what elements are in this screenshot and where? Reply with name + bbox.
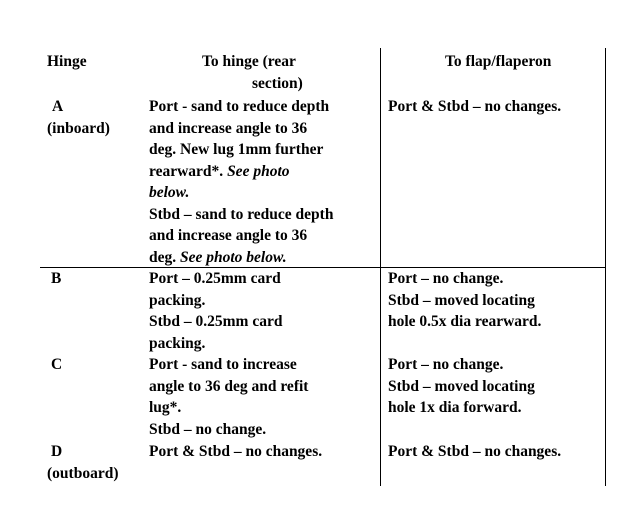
flap-text-line: Stbd – moved locating <box>388 377 535 395</box>
row-a-rear <box>149 96 333 268</box>
rear-text-line: Port - sand to increase <box>149 356 297 373</box>
row-c-hinge <box>51 354 62 376</box>
flap-text-line: Port – no change. <box>388 270 504 287</box>
rear-text-line <box>149 161 333 183</box>
flap-text-line: hole 1x dia forward. <box>388 399 522 416</box>
flap-text-line: hole 0.5x dia rearward. <box>388 313 542 330</box>
header-hinge-label: Hinge <box>47 53 87 70</box>
row-d-rear <box>149 441 322 463</box>
rear-text-line: lug*. <box>149 399 182 416</box>
rear-text-line: Port - sand to reduce depth <box>149 98 330 115</box>
rear-text-line: Stbd – no change. <box>149 420 267 438</box>
flap-text-line: Port & Stbd – no changes. <box>388 443 562 460</box>
header-rear-line2: section) <box>252 74 303 92</box>
rear-text-line: Stbd – sand to reduce depth <box>149 205 334 223</box>
rear-text-line <box>149 247 333 269</box>
hinge-id: D <box>51 443 63 460</box>
rear-text-line: Stbd – 0.25mm card <box>149 313 283 330</box>
see-photo-note: See photo below. <box>180 248 287 266</box>
rear-text-line: packing. <box>149 291 206 309</box>
rear-text-line: packing. <box>149 334 206 352</box>
row-b-flap <box>388 268 541 333</box>
hinge-id: C <box>51 356 63 373</box>
rear-text-line: deg. New lug 1mm further <box>149 141 324 158</box>
row-d-flap <box>388 441 561 463</box>
hinge-id: A <box>52 98 64 115</box>
see-photo-note: below. <box>149 184 190 201</box>
rear-text-plain: deg. <box>149 248 180 266</box>
flap-text-line: Port & Stbd – no changes. <box>388 98 562 115</box>
hinge-position: (inboard) <box>47 119 110 137</box>
row-c-rear <box>149 354 308 440</box>
header-to-flap <box>445 51 551 73</box>
see-photo-note: See photo <box>227 162 290 180</box>
header-to-hinge-rear <box>202 51 303 94</box>
hinge-position: (outboard) <box>47 464 119 482</box>
rear-text-line: angle to 36 deg and refit <box>149 377 309 395</box>
row-a-flap <box>388 96 561 118</box>
rear-text-line: Port & Stbd – no changes. <box>149 443 323 460</box>
header-flap-label: To flap/flaperon <box>445 53 552 70</box>
row-b-hinge <box>51 268 61 290</box>
flap-text-line: Port – no change. <box>388 356 504 373</box>
rear-text-line: and increase angle to 36 <box>149 227 308 244</box>
rear-text-line: Port – 0.25mm card <box>149 270 281 287</box>
row-a-hinge <box>47 96 110 139</box>
row-d-hinge <box>47 441 118 484</box>
row-b-rear <box>149 268 282 354</box>
row-c-flap <box>388 354 535 419</box>
header-hinge <box>47 51 87 73</box>
rear-text-plain: rearward*. <box>149 162 228 180</box>
rear-text-line: and increase angle to 36 <box>149 119 308 137</box>
hinge-id: B <box>51 270 62 287</box>
flap-text-line: Stbd – moved locating <box>388 291 535 309</box>
header-rear-line1: To hinge (rear <box>202 53 296 70</box>
